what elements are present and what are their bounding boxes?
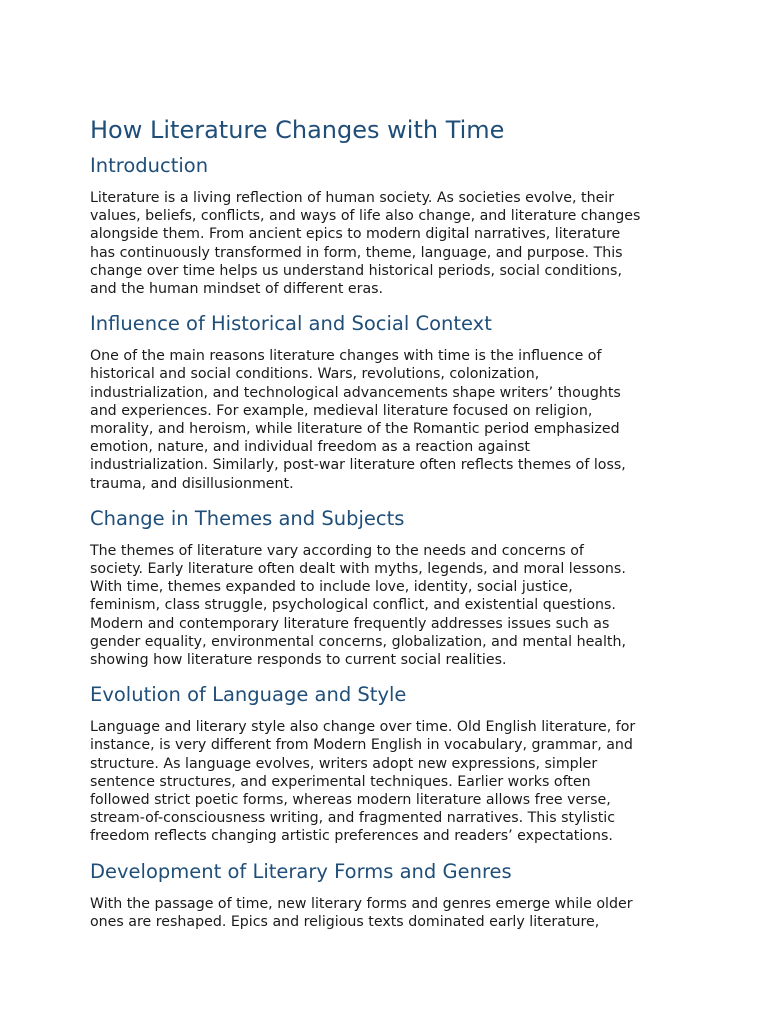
- text-line: With time, themes expanded to include love, identity, social justice,: [90, 579, 573, 596]
- text-line: alongside them. From ancient epics to modern digital narratives, literature: [90, 226, 621, 243]
- text-line: stream-of-consciousness writing, and fragmented narratives. This stylistic: [90, 810, 616, 827]
- text-line: historical and social conditions. Wars, revolutions, colonization,: [90, 366, 540, 383]
- text-line: and experiences. For example, medieval literature focused on religion,: [90, 402, 593, 419]
- text-line: Literature is a living reflection of human society. As societies evolve, their: [90, 190, 615, 206]
- text-line: Modern and contemporary literature frequently addresses issues such as: [90, 615, 610, 632]
- paragraph: [90, 895, 680, 931]
- section-literary-forms-genres: [90, 858, 680, 931]
- text-line: One of the main reasons literature changes with time is the influence of: [90, 348, 602, 365]
- section-historical-social-context: [90, 310, 680, 493]
- document-title: How Literature Changes with Time: [90, 116, 505, 144]
- text-line: The themes of literature vary according to the needs and concerns of: [90, 542, 584, 559]
- section-introduction: [90, 152, 680, 298]
- section-heading: Evolution of Language and Style: [90, 683, 407, 707]
- paragraph: [90, 718, 680, 845]
- text-line: structure. As language evolves, writers adopt new expressions, simpler: [90, 755, 598, 772]
- section-language-style: [90, 681, 680, 845]
- text-line: morality, and heroism, while literature of the Romantic period emphasized: [90, 421, 620, 438]
- text-line: trauma, and disillusionment.: [90, 475, 294, 492]
- paragraph: [90, 542, 680, 669]
- text-line: feminism, class struggle, psychological conflict, and existential questions.: [90, 597, 616, 614]
- text-line: freedom reflects changing artistic preferences and readers’ expectations.: [90, 828, 613, 845]
- text-line: Language and literary style also change over time. Old English literature, for: [90, 719, 636, 736]
- text-line: instance, is very different from Modern English in vocabulary, grammar, and: [90, 737, 633, 754]
- text-line: emotion, nature, and individual freedom as a reaction against: [90, 439, 530, 456]
- section-themes-subjects: [90, 505, 680, 669]
- text-line: followed strict poetic forms, whereas modern literature allows free verse,: [90, 792, 611, 809]
- text-line: industrialization. Similarly, post-war literature often reflects themes of loss,: [90, 457, 626, 474]
- text-line: sentence structures, and experimental techniques. Earlier works often: [90, 773, 591, 790]
- paragraph: [90, 189, 680, 298]
- text-line: showing how literature responds to current social realities.: [90, 652, 507, 669]
- section-heading: Development of Literary Forms and Genres: [90, 859, 512, 883]
- text-line: gender equality, environmental concerns, globalization, and mental health,: [90, 633, 626, 650]
- document-page: [90, 112, 680, 943]
- text-line: change over time helps us understand historical periods, social conditions,: [90, 262, 622, 279]
- text-line: society. Early literature often dealt with myths, legends, and moral lessons.: [90, 561, 626, 578]
- section-heading: Introduction: [90, 154, 209, 177]
- text-line: With the passage of time, new literary forms and genres emerge while older: [90, 895, 633, 912]
- text-line: values, beliefs, conflicts, and ways of life also change, and literature changes: [90, 208, 641, 225]
- text-line: and the human mindset of different eras.: [90, 281, 384, 298]
- text-line: industrialization, and technological advancements shape writers’ thoughts: [90, 384, 621, 401]
- paragraph: [90, 347, 680, 493]
- text-line: has continuously transformed in form, theme, language, and purpose. This: [90, 244, 623, 261]
- section-heading: Influence of Historical and Social Context: [90, 312, 492, 336]
- text-line: ones are reshaped. Epics and religious texts dominated early literature,: [90, 913, 600, 930]
- section-heading: Change in Themes and Subjects: [90, 506, 405, 530]
